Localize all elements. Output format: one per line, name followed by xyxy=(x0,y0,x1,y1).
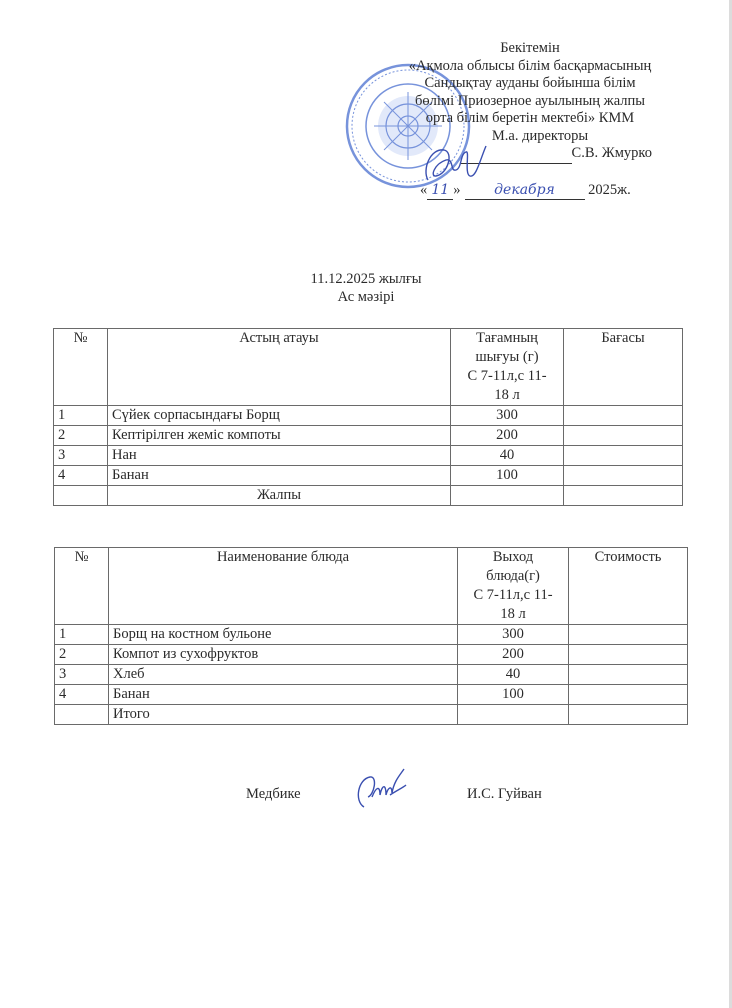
row-num: 3 xyxy=(55,665,109,685)
total-output xyxy=(458,705,569,725)
total-num xyxy=(54,486,108,506)
row-num: 2 xyxy=(55,645,109,665)
table-row xyxy=(54,446,683,466)
row-name: Банан xyxy=(109,685,458,705)
row-name: Борщ на костном бульоне xyxy=(109,625,458,645)
header-price: Бағасы xyxy=(564,329,683,406)
row-output: 40 xyxy=(451,446,564,466)
header-output-line: Тағамның xyxy=(476,330,538,346)
row-num: 1 xyxy=(55,625,109,645)
header-num: № xyxy=(54,329,108,406)
row-price xyxy=(569,645,688,665)
row-output: 200 xyxy=(458,645,569,665)
table-total-row xyxy=(54,486,683,506)
table-row xyxy=(55,645,688,665)
header-output-line: С 7-11л,с 11- xyxy=(467,368,547,384)
nurse-name: И.С. Гуйван xyxy=(467,786,542,802)
header-output xyxy=(458,548,569,625)
row-output: 100 xyxy=(458,685,569,705)
row-num: 4 xyxy=(55,685,109,705)
table-total-row xyxy=(55,705,688,725)
director-signature-icon xyxy=(420,140,490,185)
date-month: декабря xyxy=(465,182,585,201)
header-price: Стоимость xyxy=(569,548,688,625)
menu-heading: Ас мәзірі xyxy=(337,289,395,305)
menu-table-ru xyxy=(54,547,688,725)
row-num: 1 xyxy=(54,406,108,426)
row-output: 200 xyxy=(451,426,564,446)
row-output: 300 xyxy=(451,406,564,426)
table-row xyxy=(55,665,688,685)
header-name: Астың атауы xyxy=(108,329,451,406)
menu-table-kz xyxy=(53,328,683,506)
row-num: 4 xyxy=(54,466,108,486)
header-num: № xyxy=(55,548,109,625)
nurse-role: Медбике xyxy=(246,786,301,802)
header-output-line: 18 л xyxy=(500,606,526,622)
table-header-row xyxy=(54,329,683,406)
table-row xyxy=(55,625,688,645)
menu-date: 11.12.2025 жылғы xyxy=(310,271,422,287)
header-output-line: Выход xyxy=(492,549,534,565)
total-label: Итого xyxy=(109,705,458,725)
table-row xyxy=(54,426,683,446)
date-year: 2025ж. xyxy=(588,181,631,198)
row-name: Нан xyxy=(108,446,451,466)
nurse-signature-icon xyxy=(350,767,410,812)
row-num: 2 xyxy=(54,426,108,446)
header-output-line: 18 л xyxy=(494,387,520,403)
org-line-3: бөлімі Приозерное ауылының жалпы xyxy=(415,92,645,109)
row-price xyxy=(564,426,683,446)
row-output: 40 xyxy=(458,665,569,685)
approval-block xyxy=(370,40,690,200)
director-signature-line xyxy=(370,145,690,164)
header-name: Наименование блюда xyxy=(109,548,458,625)
total-output xyxy=(451,486,564,506)
table-row xyxy=(54,406,683,426)
approval-heading: Бекітемін xyxy=(500,40,560,56)
org-line-2: Сандықтау ауданы бойынша білім xyxy=(424,75,636,91)
row-output: 300 xyxy=(458,625,569,645)
table-row xyxy=(54,466,683,486)
org-line-1: «Ақмола облысы білім басқармасының xyxy=(408,57,652,74)
row-price xyxy=(564,406,683,426)
total-price xyxy=(564,486,683,506)
row-name: Хлеб xyxy=(109,665,458,685)
row-num: 3 xyxy=(54,446,108,466)
table-row xyxy=(55,685,688,705)
total-num xyxy=(55,705,109,725)
approval-date xyxy=(370,182,690,201)
director-position: М.а. директоры xyxy=(491,127,589,144)
header-output-line: С 7-11л,с 11- xyxy=(473,587,553,603)
director-name: С.В. Жмурко xyxy=(571,145,652,161)
row-price xyxy=(569,665,688,685)
total-price xyxy=(569,705,688,725)
table-header-row xyxy=(55,548,688,625)
row-price xyxy=(564,446,683,466)
row-price xyxy=(569,685,688,705)
header-output-line: блюда(г) xyxy=(486,568,540,584)
row-name: Кептірілген жеміс компоты xyxy=(108,426,451,446)
org-line-4: орта білім беретін мектебі» КММ xyxy=(425,110,635,126)
row-name: Сүйек сорпасындағы Борщ xyxy=(108,406,451,426)
header-output xyxy=(451,329,564,406)
row-price xyxy=(564,466,683,486)
date-close-quote: » xyxy=(453,181,461,198)
header-output-line: шығуы (г) xyxy=(475,349,539,365)
date-day: 11 xyxy=(427,182,453,201)
row-price xyxy=(569,625,688,645)
date-open-quote: « xyxy=(420,181,428,198)
total-label: Жалпы xyxy=(108,486,451,506)
row-name: Банан xyxy=(108,466,451,486)
row-name: Компот из сухофруктов xyxy=(109,645,458,665)
row-output: 100 xyxy=(451,466,564,486)
